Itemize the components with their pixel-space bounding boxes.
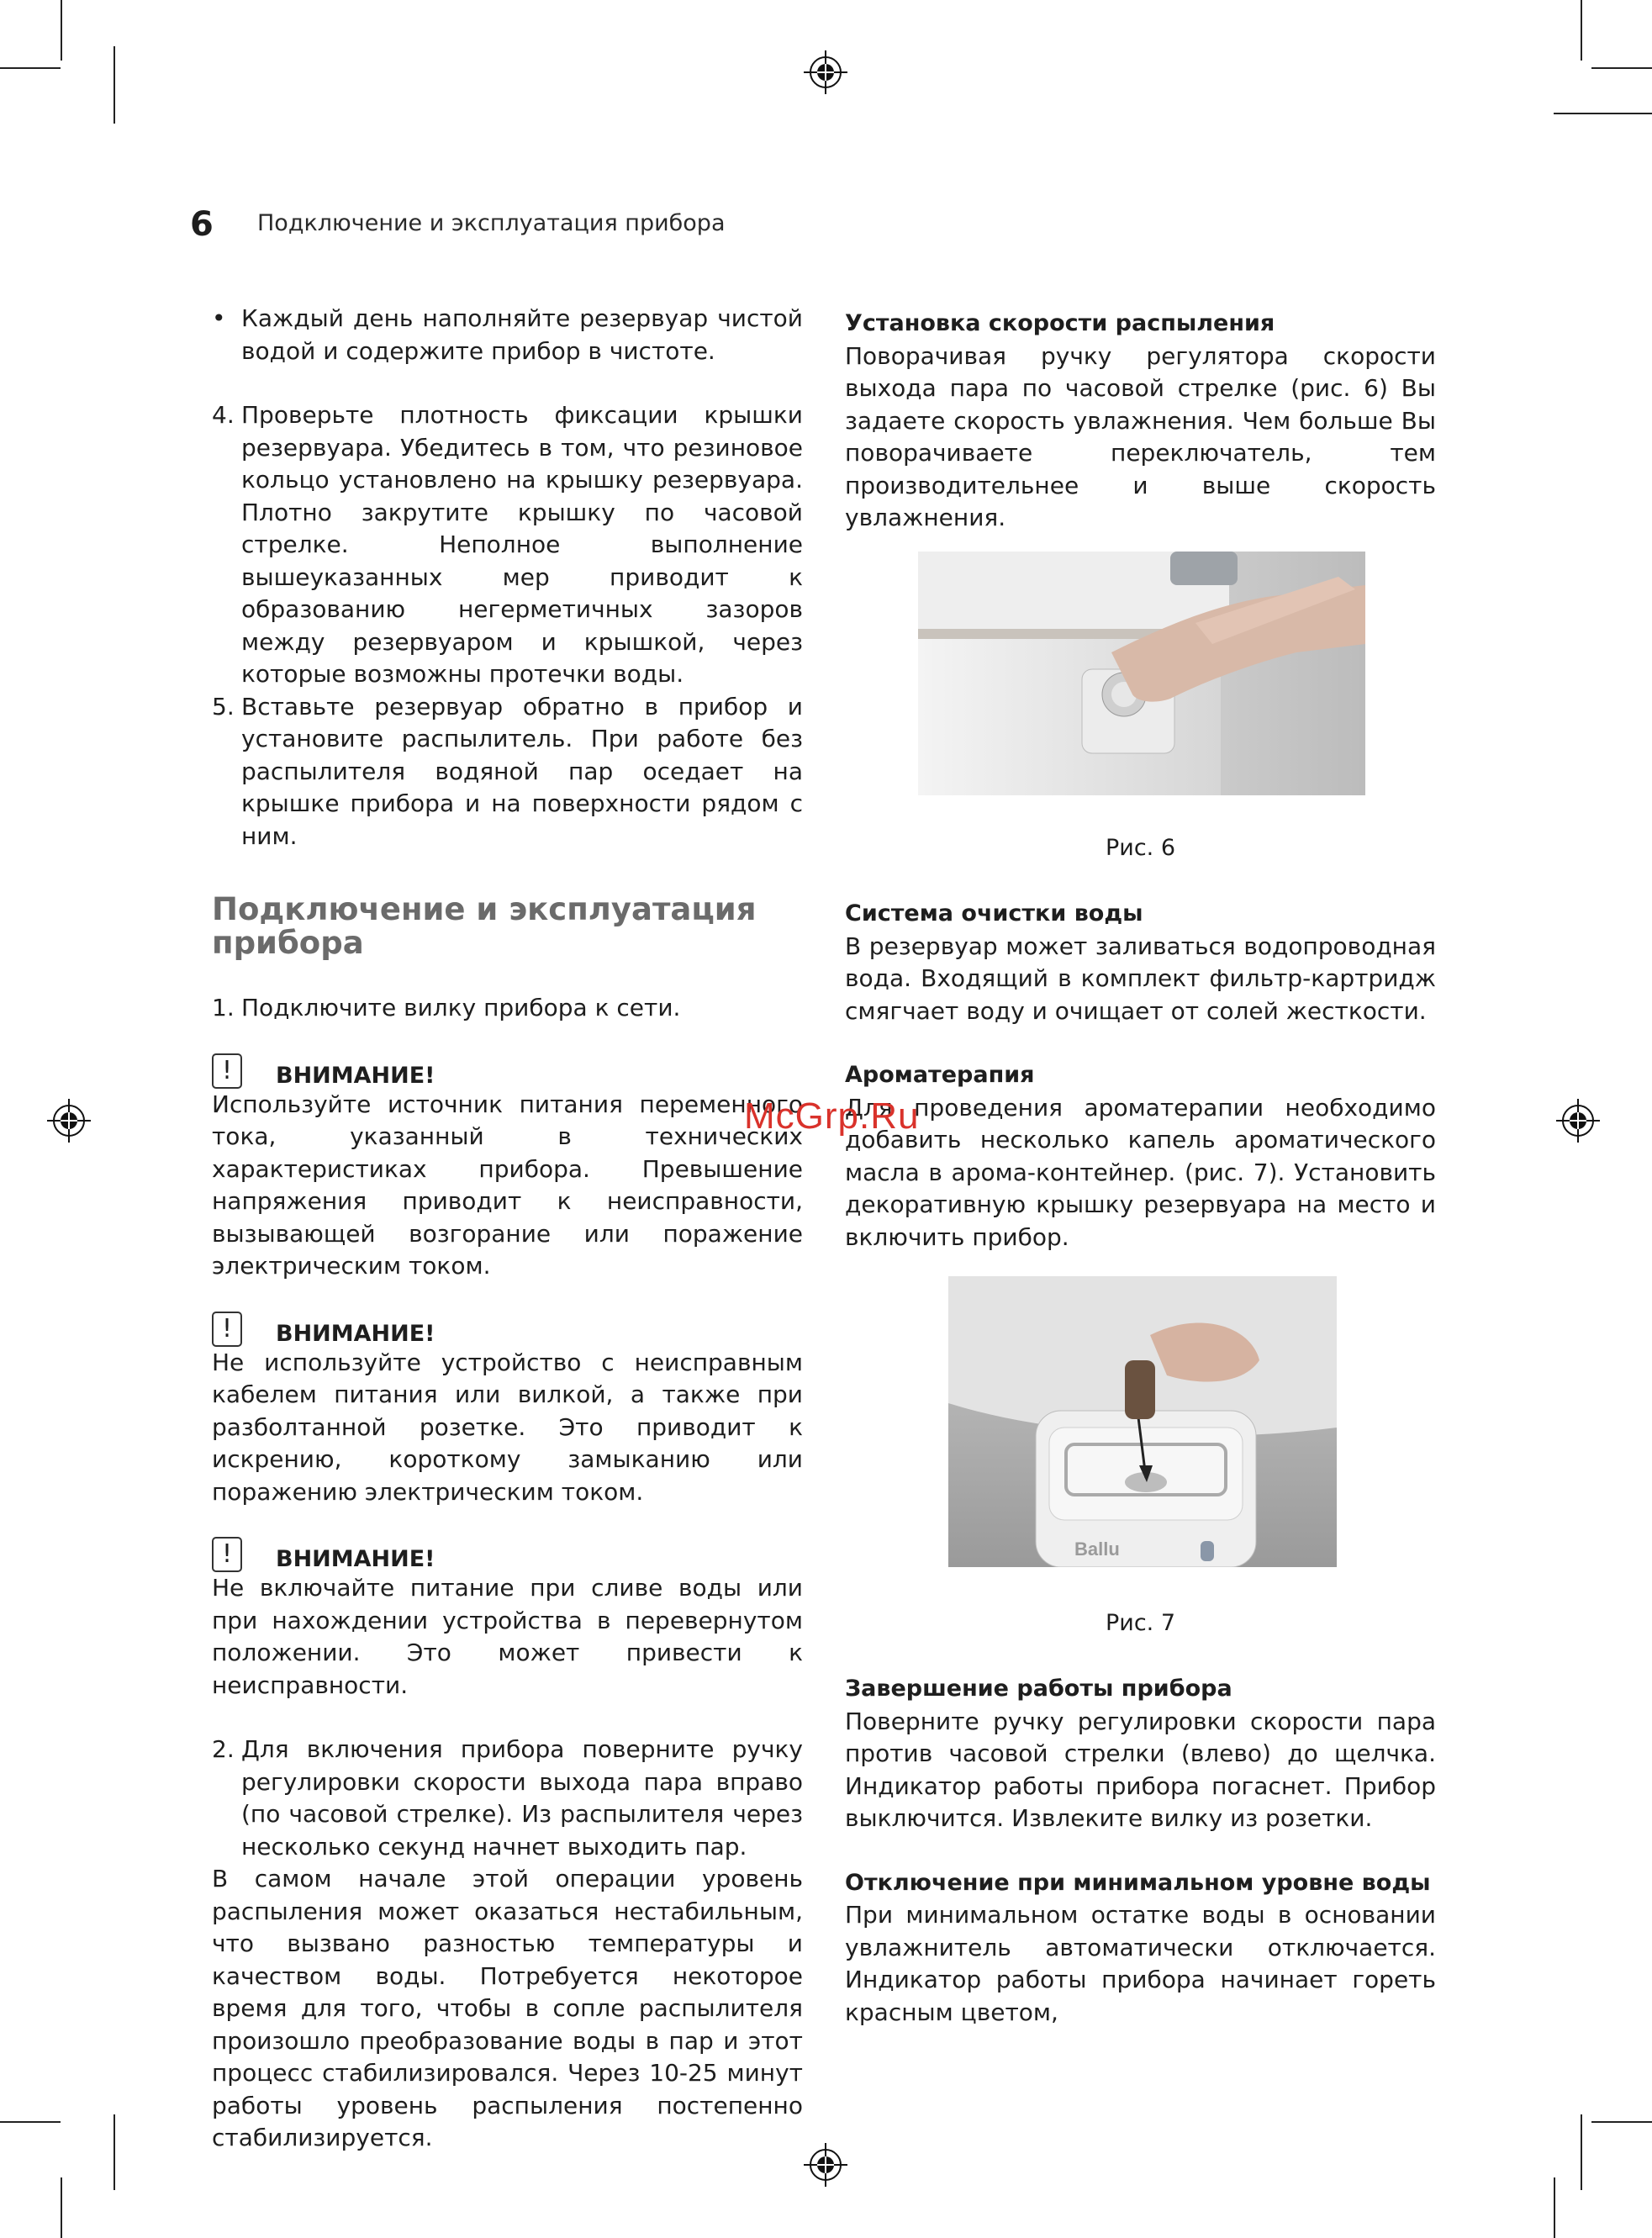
- warning-label: ВНИМАНИЕ!: [276, 1546, 435, 1572]
- list-number: 1.: [212, 994, 235, 1021]
- warning-label: ВНИМАНИЕ!: [276, 1062, 435, 1089]
- brand-logo: Ballu: [1074, 1539, 1120, 1560]
- figure-7-caption: Рис. 7: [1105, 1610, 1176, 1636]
- warning-icon: !: [212, 1312, 242, 1347]
- right-column-top: [845, 308, 1436, 535]
- aroma-heading: Ароматерапия: [845, 1062, 1035, 1088]
- registration-mark-icon: [1556, 1099, 1600, 1143]
- bullet-mark: •: [212, 304, 226, 332]
- list-text: Подключите вилку прибора к сети.: [241, 994, 681, 1021]
- figure-6-caption: Рис. 6: [1105, 835, 1176, 861]
- crop-mark: [1581, 2114, 1582, 2190]
- speed-text: Поворачивая ручку регулятора скорости выхода пара по часовой стрелке (рис. 6) Вы задаете скорость увлажнения. Чем больше Вы поворачиваете переключатель, тем производительнее и выше скорость увлажнения.: [845, 341, 1436, 531]
- aroma-text: Для проведения ароматерапии необходимо добавить несколько капель ароматического масла в арома-контейнер. (рис. 7). Установить декоративную крышку резервуара на место и включить прибор.: [845, 1093, 1436, 1251]
- filter-text: В резервуар может заливаться водопроводная вода. Входящий в комплект фильтр-картридж смягчает воду и очищает от солей жесткости.: [845, 932, 1436, 1025]
- warning-block: [212, 1050, 803, 1283]
- registration-mark-icon: [804, 50, 847, 94]
- warning-block: [212, 1308, 803, 1509]
- bullet-text: Каждый день наполняйте резервуар чистой водой и содержите прибор в чистоте.: [241, 304, 803, 365]
- figure-7-photo: [948, 1276, 1337, 1567]
- speed-heading: Установка скорости распыления: [845, 310, 1275, 336]
- paragraph: В самом начале этой операции уровень распыления может оказаться нестабильным, что вызвано разностью температуры и качеством воды. Потребуется некоторое время для того, чтобы в сопле распылителя произошло преобразование воды в пар и этот процесс стабилизировался. Через 10-25 минут работы уровень распыления постепенно стабилизируется.: [212, 1865, 803, 2151]
- filter-heading: Система очистки воды: [845, 900, 1143, 926]
- figure-6-photo: [918, 552, 1365, 795]
- warning-text: Не включайте питание при сливе воды или при нахождении устройства в перевернутом положении. Это может привести к неисправности.: [212, 1574, 803, 1699]
- right-column-bottom: [845, 1673, 1436, 2029]
- crop-mark: [1554, 2177, 1555, 2238]
- warning-label: ВНИМАНИЕ!: [276, 1320, 435, 1347]
- bullet-item: [212, 303, 803, 367]
- list-item-5: [212, 691, 803, 853]
- list-number: 4.: [212, 401, 235, 429]
- running-title: Подключение и эксплуатация прибора: [257, 210, 726, 236]
- list-number: 2.: [212, 1735, 235, 1763]
- list-item-2: [212, 1734, 803, 1863]
- crop-mark: [0, 67, 61, 69]
- right-column-middle: [845, 898, 1436, 1254]
- list-item-1: [212, 992, 803, 1025]
- warning-block: [212, 1533, 803, 1702]
- crop-mark: [0, 2121, 61, 2123]
- list-number: 5.: [212, 692, 235, 720]
- page-number: 6: [190, 205, 214, 244]
- registration-mark-icon: [804, 2143, 847, 2187]
- crop-mark: [1591, 67, 1652, 69]
- aroma-container-illustration: [948, 1276, 1337, 1567]
- watermark: McGrp.Ru: [744, 1095, 920, 1137]
- left-column: [212, 303, 803, 2155]
- crop-mark: [61, 0, 62, 61]
- warning-heading: [212, 1050, 803, 1089]
- lowwater-text: При минимальном остатке воды в основании увлажнитель автоматически отключается. Индикатор работы прибора начинает гореть красным цветом,: [845, 1901, 1436, 2026]
- crop-mark: [1554, 113, 1652, 114]
- list-text: Вставьте резервуар обратно в прибор и установите распылитель. При работе без распылителя водяной пар оседает на крышке прибора и на поверхности рядом с ним.: [241, 692, 803, 850]
- warning-heading: [212, 1533, 803, 1572]
- lowwater-heading: Отключение при минимальном уровне воды: [845, 1869, 1431, 1896]
- finish-text: Поверните ручку регулировки скорости пара против часовой стрелки (влево) до щелчка. Индикатор работы прибора погаснет. Прибор выключится. Извлеките вилку из розетки.: [845, 1707, 1436, 1832]
- warning-heading: [212, 1308, 803, 1347]
- warning-text: Используйте источник питания переменного тока, указанный в технических характеристиках прибора. Превышение напряжения приводит к неисправности, вызывающей возгорание или поражение электрическим током.: [212, 1090, 803, 1280]
- humidifier-knob-illustration: [918, 552, 1365, 795]
- crop-mark: [1581, 0, 1582, 61]
- finish-heading: Завершение работы прибора: [845, 1676, 1232, 1702]
- list-text: Для включения прибора поверните ручку регулировки скорости выхода пара вправо (по часовой стрелке). Из распылителя через несколько секунд начнет выходить пар.: [241, 1735, 803, 1861]
- crop-mark: [61, 2177, 62, 2238]
- list-text: Проверьте плотность фиксации крышки резервуара. Убедитесь в том, что резиновое кольцо установлено на крышку резервуара. Плотно закрутите крышку по часовой стрелке. Неполное выполнение вышеуказанных мер приводит к образованию негерметичных зазоров между резервуаром и крышкой, через которые возможны протечки воды.: [241, 401, 803, 688]
- registration-mark-icon: [47, 1099, 91, 1143]
- list-item-4: [212, 399, 803, 691]
- crop-mark: [113, 2114, 115, 2190]
- crop-mark: [113, 46, 115, 124]
- warning-text: Не используйте устройство с неисправным кабелем питания или вилкой, а также при разболтанной розетке. Это приводит к искрению, короткому замыканию или поражению электрическим током.: [212, 1348, 803, 1506]
- crop-mark: [1591, 2121, 1652, 2123]
- section-title: Подключение и эксплуатация прибора: [212, 891, 757, 961]
- warning-icon: !: [212, 1537, 242, 1572]
- warning-icon: !: [212, 1053, 242, 1089]
